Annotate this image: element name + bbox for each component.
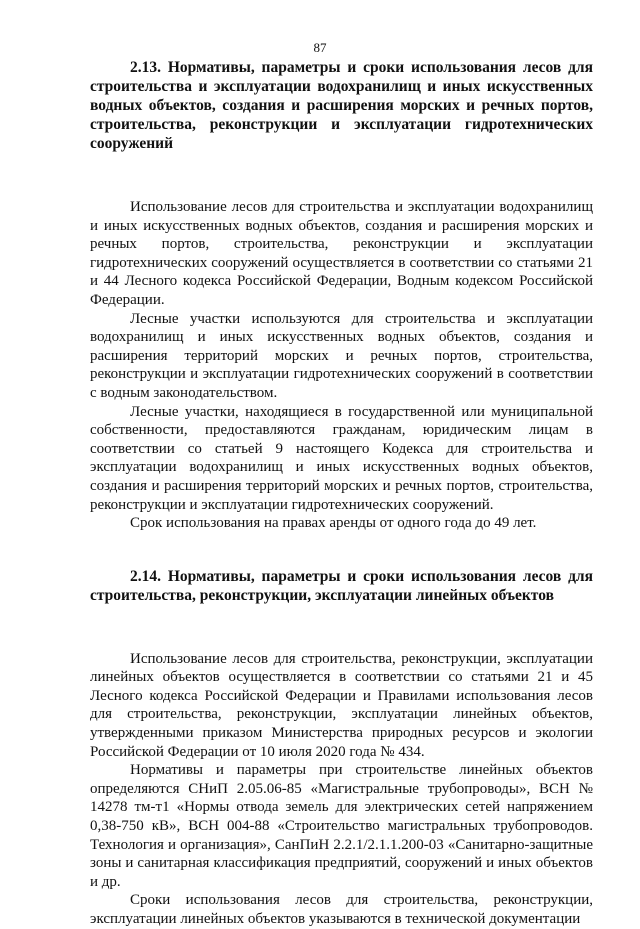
paragraph: Лесные участки, находящиеся в государственной или муниципальной собственности, предоставляются гражданам, юридическим лицам в соответствии со статьей 9 настоящего Кодекса для строительства и эксплуатации водохранилищ и иных искусственных водных объектов, создания и расширения территорий морских и речных портов, строительства, реконструкции и эксплуатации гидротехнических сооружений. — [90, 403, 593, 513]
section-heading: 2.14. Нормативы, параметры и сроки использования лесов для строительства, реконструкции, эксплуатации линейных объектов — [90, 567, 593, 604]
paragraph: Срок использования на правах аренды от одного года до 49 лет. — [130, 515, 537, 532]
section-2-13 — [90, 58, 593, 533]
page-number: 87 — [313, 40, 327, 55]
document-body — [90, 58, 593, 929]
section-2-14 — [90, 567, 593, 929]
paragraph: Лесные участки используются для строительства и эксплуатации водохранилищ и иных искусственных водных объектов, создания и расширения территорий морских и речных портов, строительства, реконструкции и эксплуатации гидротехнических сооружений в соответствии с водным законодательством. — [90, 310, 593, 401]
paragraph: Использование лесов для строительства и эксплуатации водохранилищ и иных искусственных водных объектов, создания и расширения морских и речных портов, строительства, реконструкции и эксплуатации гидротехнических сооружений осуществляется в соответствии со статьями 21 и 44 Лесного кодекса Российской Федерации, Водным кодексом Российской Федерации. — [90, 199, 593, 308]
section-heading: 2.13. Нормативы, параметры и сроки использования лесов для строительства и эксплуатации водохранилищ и иных искусственных водных объектов, создания и расширения морских и речных портов, строительства, реконструкции и эксплуатации гидротехнических сооружений — [90, 59, 593, 152]
paragraph: Нормативы и параметры при строительстве линейных объектов определяются СНиП 2.05.06-85 «Магистральные трубопроводы», ВСН № 14278 тм-т1 «Нормы отвода земель для электрических сетей напряжением 0,38-750 кВ», ВСН 004-88 «Строительство магистральных трубопроводов. Технология и организация», СанПиН 2.2.1/2.1.1.200-03 «Санитарно-защитные зоны и санитарная классификация предприятий, сооружений и иных объектов и др. — [90, 762, 593, 890]
paragraph: Использование лесов для строительства, реконструкции, эксплуатации линейных объектов осуществляется в соответствии со статьями 21 и 45 Лесного кодекса Российской Федерации и Правилами использования лесов для строительства, реконструкции, эксплуатации линейных объектов, утвержденными приказом Министерства природных ресурсов и экологии Российской Федерации от 10 июля 2020 года № 434. — [90, 650, 593, 760]
paragraph: Сроки использования лесов для строительства, реконструкции, эксплуатации линейных объектов указываются в технической документации — [90, 892, 593, 927]
